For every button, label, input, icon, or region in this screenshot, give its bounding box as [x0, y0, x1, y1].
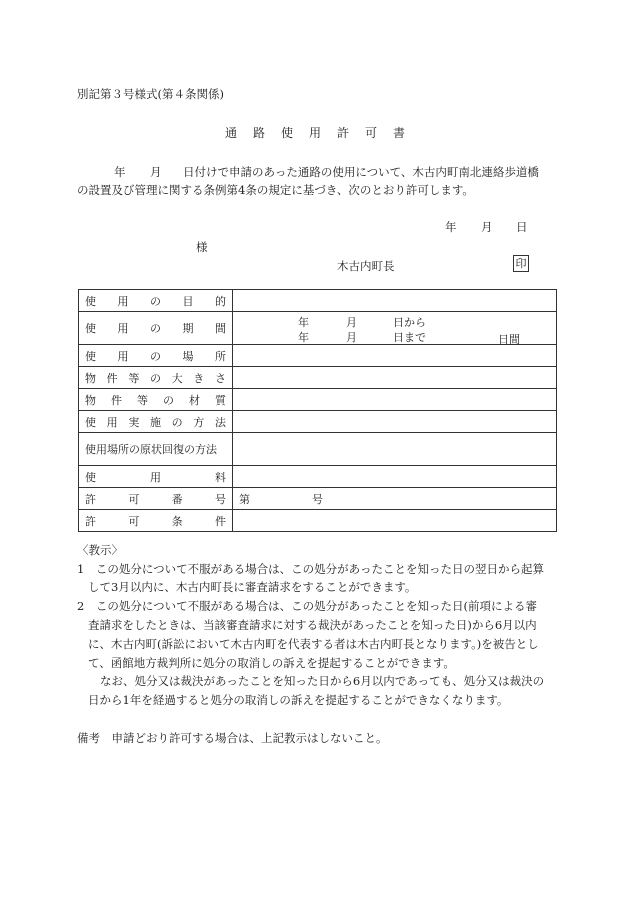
- size-value: [233, 367, 557, 389]
- size-label: 物 件 等 の 大 き さ: [79, 367, 233, 389]
- permit-number-label: 許 可 番 号: [79, 488, 233, 510]
- period-label: 使 用 の 期 間: [79, 312, 233, 345]
- table-row: [79, 389, 557, 411]
- material-label: 物 件 等 の 材 質: [79, 389, 233, 411]
- addressee-suffix: 様: [196, 240, 208, 254]
- table-row: [79, 510, 557, 532]
- permit-number-value: 第 号: [233, 488, 557, 510]
- restore-value: [233, 433, 557, 466]
- notice-heading: 〈教示〉: [77, 543, 123, 557]
- notice-item-2-line-3: に、木古内町(訴訟において木古内町を代表する者は木古内町長となります。)を被告とし: [88, 637, 539, 651]
- table-row: [79, 488, 557, 510]
- period-value: 年 月 日から 年 月 日まで 日間: [233, 312, 557, 345]
- notice-note-line-2: 日から1年を経過すると処分の取消しの訴えを提起することができなくなります。: [88, 693, 509, 707]
- table-row: [79, 433, 557, 466]
- seal-mark: 印: [513, 255, 529, 272]
- fee-label: 使 用 料: [79, 466, 233, 488]
- method-label: 使 用 実 施 の 方 法: [79, 411, 233, 433]
- issuer-name: 木古内町長: [337, 259, 395, 273]
- table-row: [79, 290, 557, 312]
- remarks: 備考 申請どおり許可する場合は、上記教示はしないこと。: [77, 731, 388, 745]
- place-value: [233, 345, 557, 367]
- date-year: 年: [445, 220, 457, 234]
- table-row: [79, 411, 557, 433]
- table-row: [79, 367, 557, 389]
- document-title: 通 路 使 用 許 可 書: [224, 126, 406, 140]
- notice-item-1-line-1: 1 この処分について不服がある場合は、この処分があったことを知った日の翌日から起算: [77, 562, 544, 576]
- table-row: [79, 312, 557, 345]
- notice-item-1-line-2: して3月以内に、木古内町長に審査請求をすることができます。: [88, 580, 417, 594]
- notice-item-2-line-4: て、函館地方裁判所に処分の取消しの訴えを提起することができます。: [88, 656, 455, 670]
- table-row: [79, 345, 557, 367]
- table-row: [79, 466, 557, 488]
- notice-item-2-line-1: 2 この処分について不服がある場合は、この処分があったことを知った日(前項による審: [77, 599, 537, 613]
- purpose-label: 使 用 の 目 的: [79, 290, 233, 312]
- fee-value: [233, 466, 557, 488]
- intro-line-2: の設置及び管理に関する条例第4条の規定に基づき、次のとおり許可します。: [77, 183, 474, 197]
- place-label: 使 用 の 場 所: [79, 345, 233, 367]
- material-value: [233, 389, 557, 411]
- method-value: [233, 411, 557, 433]
- notice-note-line-1: なお、処分又は裁決があったことを知った日から6月以内であっても、処分又は裁決の: [100, 674, 545, 688]
- date-day: 日: [516, 220, 528, 234]
- conditions-label: 許 可 条 件: [79, 510, 233, 532]
- restore-label: 使用場所の原状回復の方法: [79, 433, 233, 466]
- date-month: 月: [481, 220, 493, 234]
- conditions-value: [233, 510, 557, 532]
- notice-item-2-line-2: 査請求をしたときは、当該審査請求に対する裁決があったことを知った日)から6月以内: [88, 618, 537, 632]
- permit-details-table: [78, 289, 557, 532]
- form-reference: 別記第３号様式(第４条関係): [77, 87, 224, 101]
- purpose-value: [233, 290, 557, 312]
